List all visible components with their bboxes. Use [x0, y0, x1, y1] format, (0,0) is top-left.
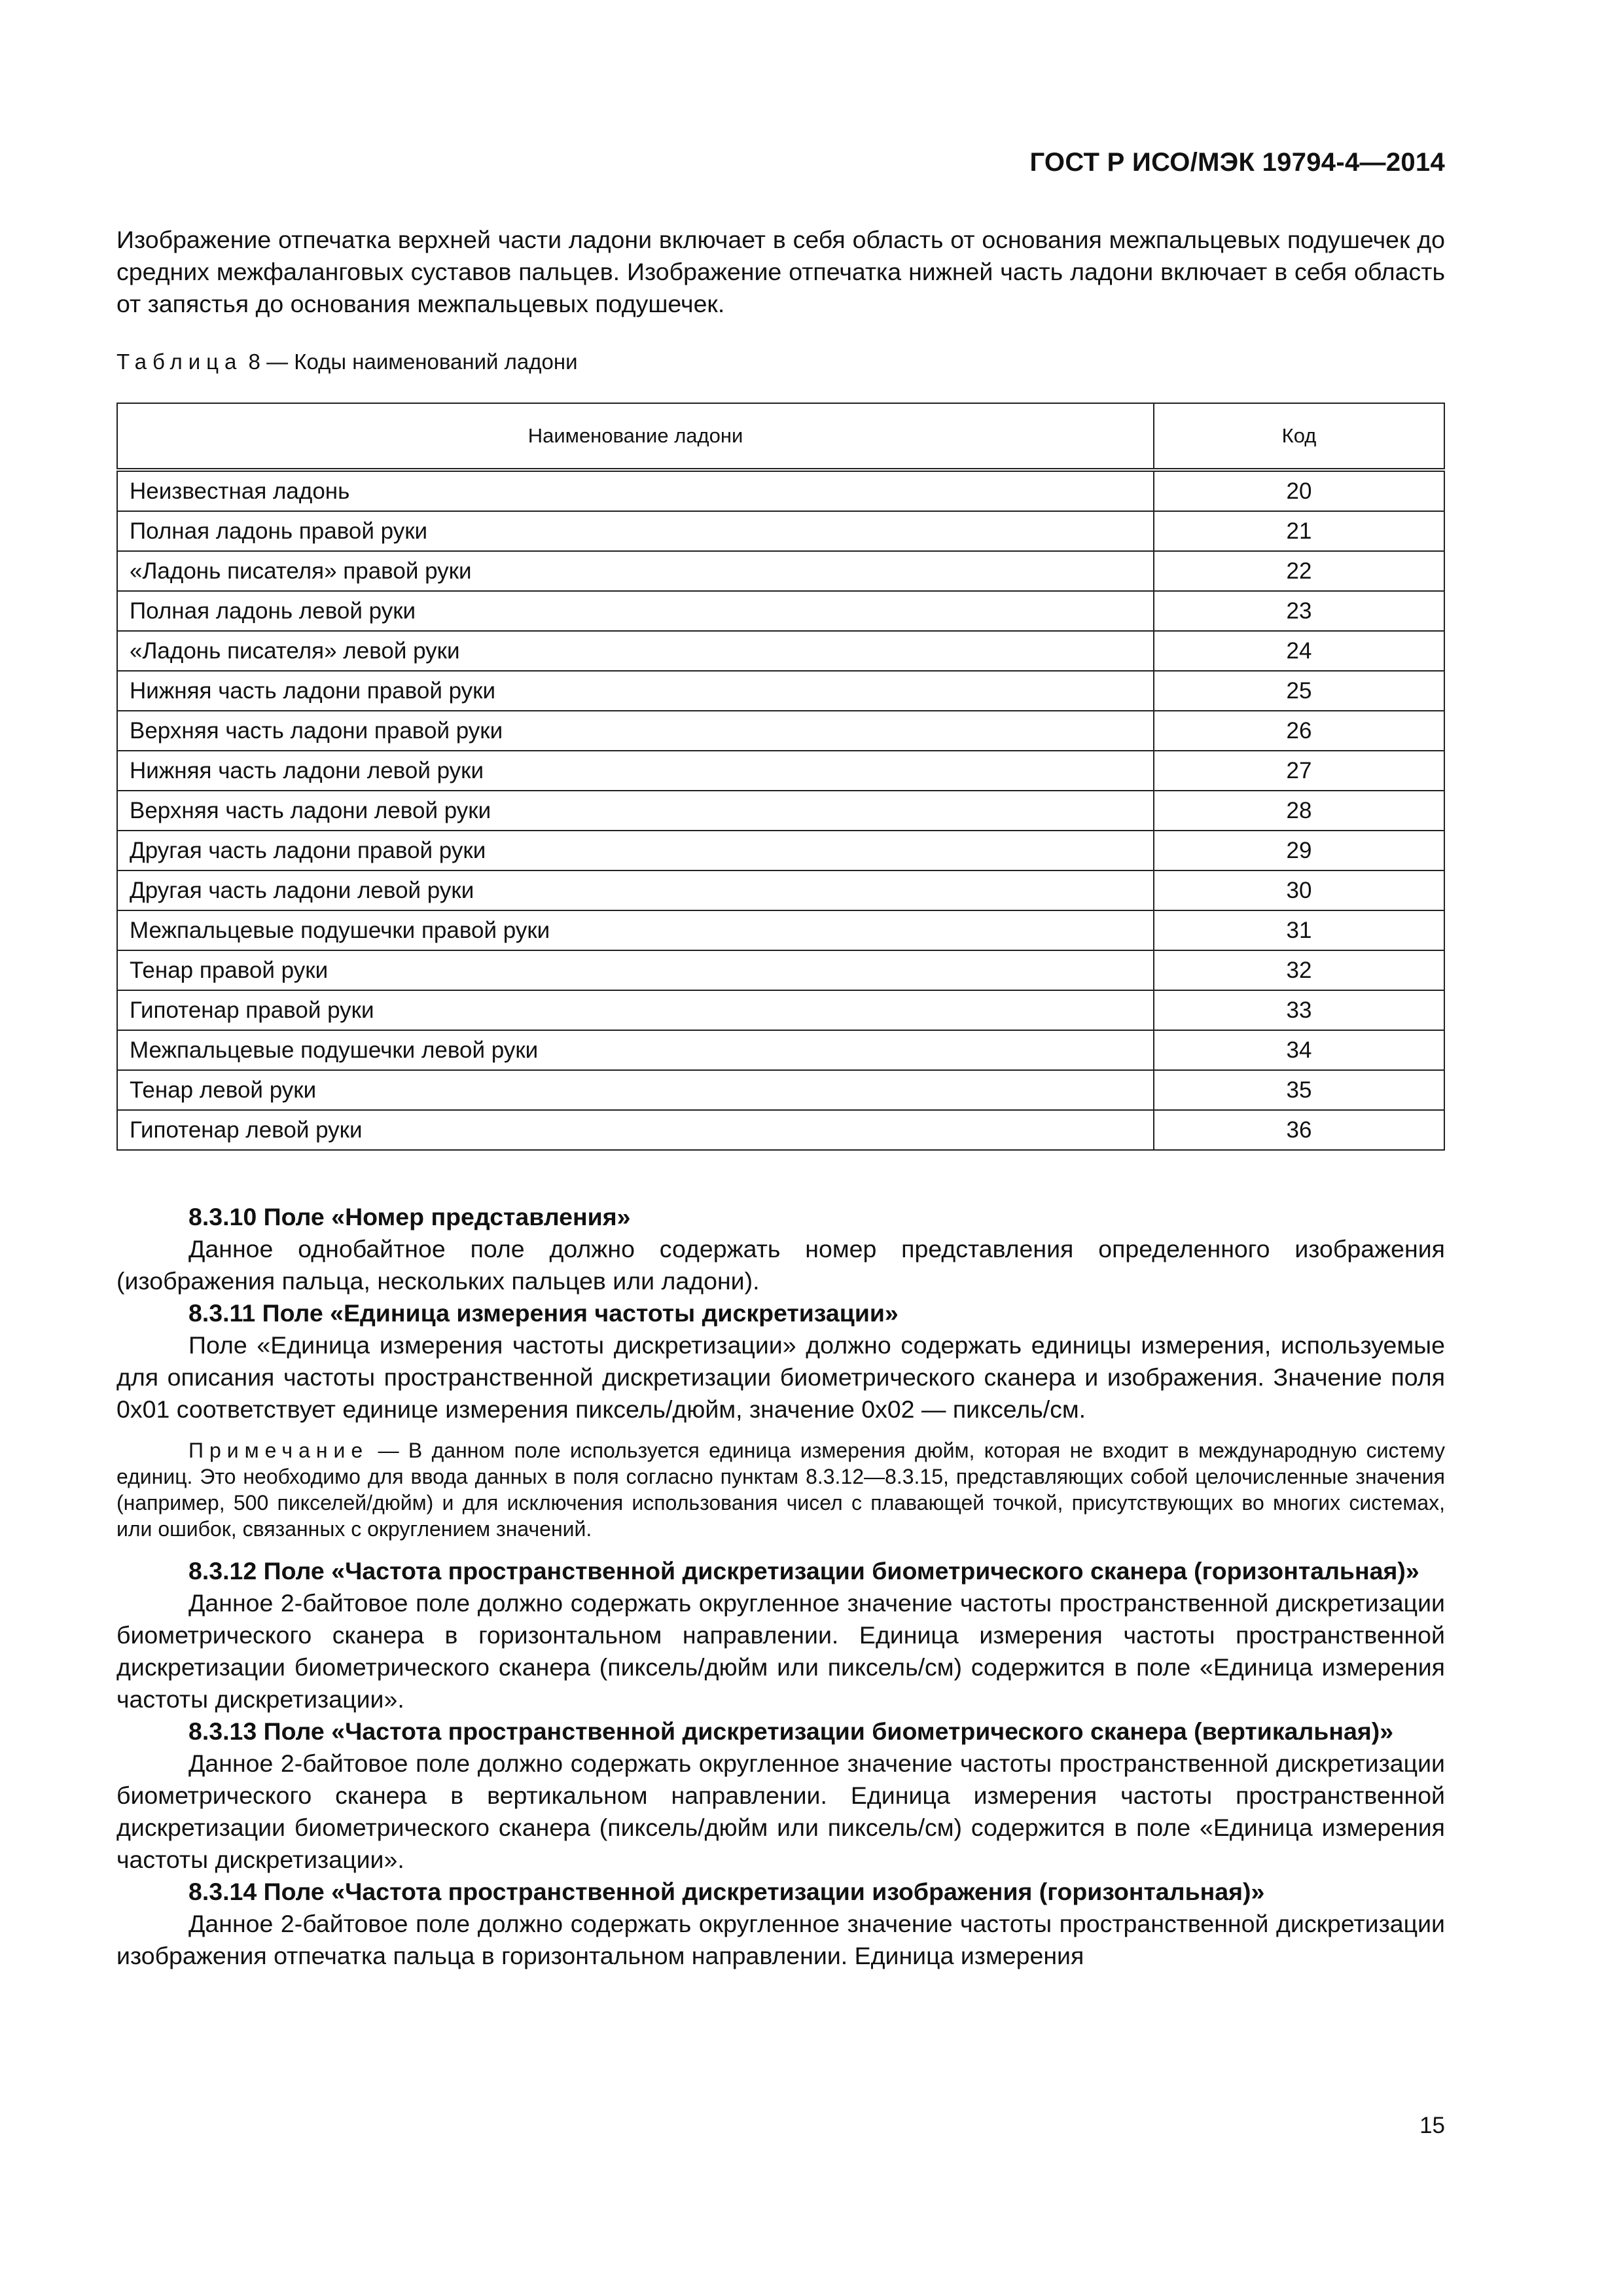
palm-name-cell: Другая часть ладони правой руки	[117, 831, 1154, 870]
table-row	[117, 990, 1444, 1030]
palm-name-cell: Полная ладонь правой руки	[117, 511, 1154, 551]
section-8-3-11-text: Поле «Единица измерения частоты дискретизации» должно содержать единицы измерения, используемые для описания частоты пространственной дискретизации биометрического сканера и изображения. Значение поля 0x01 соответствует единице измерения пиксель/дюйм, значение 0x02 — пиксель/см.	[116, 1331, 1445, 1423]
section-8-3-10-text: Данное однобайтное поле должно содержать номер представления определенного изображения (изображения пальца, нескольких пальцев или ладони).	[116, 1235, 1445, 1295]
sections-body	[116, 1201, 1445, 1972]
palm-name-cell: «Ладонь писателя» правой руки	[117, 551, 1154, 591]
palm-code-cell: 21	[1154, 511, 1444, 551]
palm-name-cell: Неизвестная ладонь	[117, 470, 1154, 511]
palm-name-cell: Нижняя часть ладони левой руки	[117, 751, 1154, 791]
palm-name-cell: Верхняя часть ладони правой руки	[117, 711, 1154, 751]
palm-name-cell: Полная ладонь левой руки	[117, 591, 1154, 631]
section-8-3-12-text: Данное 2-байтовое поле должно содержать округленное значение частоты пространственной дискретизации биометрического сканера в горизонтальном направлении. Единица измерения частоты пространственной дискретизации биометрического сканера (пиксель/дюйм или пиксель/см) содержится в поле «Единица измерения частоты дискретизации».	[116, 1589, 1445, 1713]
table-row	[117, 631, 1444, 671]
palm-code-cell: 32	[1154, 950, 1444, 990]
table-row	[117, 950, 1444, 990]
table-caption-text: 8 — Коды наименований ладони	[242, 350, 578, 374]
palm-name-cell: «Ладонь писателя» левой руки	[117, 631, 1154, 671]
table-row	[117, 511, 1444, 551]
intro-paragraph: Изображение отпечатка верхней части ладони включает в себя область от основания межпальцевых подушечек до средних межфаланговых суставов пальцев. Изображение отпечатка нижней часть ладони включает в себя область от запястья до основания межпальцевых подушечек.	[116, 226, 1445, 317]
document-id-header: ГОСТ Р ИСО/МЭК 19794-4—2014	[1029, 148, 1445, 177]
palm-codes-table	[116, 403, 1445, 1151]
palm-code-cell: 23	[1154, 591, 1444, 631]
palm-code-cell: 27	[1154, 751, 1444, 791]
palm-code-cell: 24	[1154, 631, 1444, 671]
palm-name-cell: Нижняя часть ладони правой руки	[117, 671, 1154, 711]
table-row	[117, 1110, 1444, 1150]
palm-name-cell: Другая часть ладони левой руки	[117, 870, 1154, 910]
palm-code-cell: 25	[1154, 671, 1444, 711]
palm-code-cell: 26	[1154, 711, 1444, 751]
table-row	[117, 870, 1444, 910]
table-header-row	[117, 403, 1444, 470]
header-code: Код	[1154, 403, 1444, 470]
table-row	[117, 910, 1444, 950]
palm-code-cell: 20	[1154, 470, 1444, 511]
table-row	[117, 1070, 1444, 1110]
section-8-3-14-title: 8.3.14 Поле «Частота пространственной дискретизации изображения (горизонтальная)»	[188, 1878, 1265, 1905]
table-row	[117, 831, 1444, 870]
table-caption	[116, 350, 578, 374]
palm-code-cell: 33	[1154, 990, 1444, 1030]
palm-code-cell: 35	[1154, 1070, 1444, 1110]
section-8-3-13-title: 8.3.13 Поле «Частота пространственной дискретизации биометрического сканера (вертикальная)»	[188, 1717, 1394, 1745]
table-row	[117, 671, 1444, 711]
section-8-3-12-title: 8.3.12 Поле «Частота пространственной дискретизации биометрического сканера (горизонтальная)»	[188, 1557, 1419, 1585]
palm-code-cell: 30	[1154, 870, 1444, 910]
header-palm-name: Наименование ладони	[117, 403, 1154, 470]
table-row	[117, 1030, 1444, 1070]
palm-code-cell: 29	[1154, 831, 1444, 870]
page-number: 15	[1419, 2113, 1445, 2138]
note-text: — В данном поле используется единица измерения дюйм, которая не входит в международную систему единиц. Это необходимо для ввода данных в поля согласно пунктам 8.3.12—8.3.15, представляющих собой целочисленные значения (например, 500 пикселей/дюйм) и для исключения использования чисел с плавающей точкой, присутствующих во многих системах, или ошибок, связанных с округлением значений.	[116, 1439, 1445, 1541]
section-8-3-10-title: 8.3.10 Поле «Номер представления»	[188, 1203, 631, 1230]
palm-name-cell: Межпальцевые подушечки правой руки	[117, 910, 1154, 950]
palm-name-cell: Гипотенар левой руки	[117, 1110, 1154, 1150]
table-row	[117, 791, 1444, 831]
palm-name-cell: Тенар правой руки	[117, 950, 1154, 990]
table-row	[117, 551, 1444, 591]
table-row	[117, 591, 1444, 631]
palm-name-cell: Гипотенар правой руки	[117, 990, 1154, 1030]
note-label: Примечание	[188, 1439, 369, 1462]
palm-code-cell: 31	[1154, 910, 1444, 950]
palm-name-cell: Тенар левой руки	[117, 1070, 1154, 1110]
palm-name-cell: Верхняя часть ладони левой руки	[117, 791, 1154, 831]
section-8-3-14-text: Данное 2-байтовое поле должно содержать округленное значение частоты пространственной дискретизации изображения отпечатка пальца в горизонтальном направлении. Единица измерения	[116, 1910, 1445, 1969]
table-row	[117, 711, 1444, 751]
palm-code-cell: 28	[1154, 791, 1444, 831]
section-8-3-13-text: Данное 2-байтовое поле должно содержать округленное значение частоты пространственной дискретизации биометрического сканера в вертикальном направлении. Единица измерения частоты пространственной дискретизации биометрического сканера (пиксель/дюйм или пиксель/см) содержится в поле «Единица измерения частоты дискретизации».	[116, 1749, 1445, 1873]
palm-code-cell: 34	[1154, 1030, 1444, 1070]
palm-code-cell: 36	[1154, 1110, 1444, 1150]
section-8-3-11-title: 8.3.11 Поле «Единица измерения частоты дискретизации»	[188, 1299, 899, 1327]
note-paragraph	[116, 1437, 1445, 1542]
table-caption-word: Таблица	[116, 350, 243, 374]
table-body	[117, 470, 1444, 1150]
palm-code-cell: 22	[1154, 551, 1444, 591]
table-row	[117, 470, 1444, 511]
table-row	[117, 751, 1444, 791]
palm-name-cell: Межпальцевые подушечки левой руки	[117, 1030, 1154, 1070]
